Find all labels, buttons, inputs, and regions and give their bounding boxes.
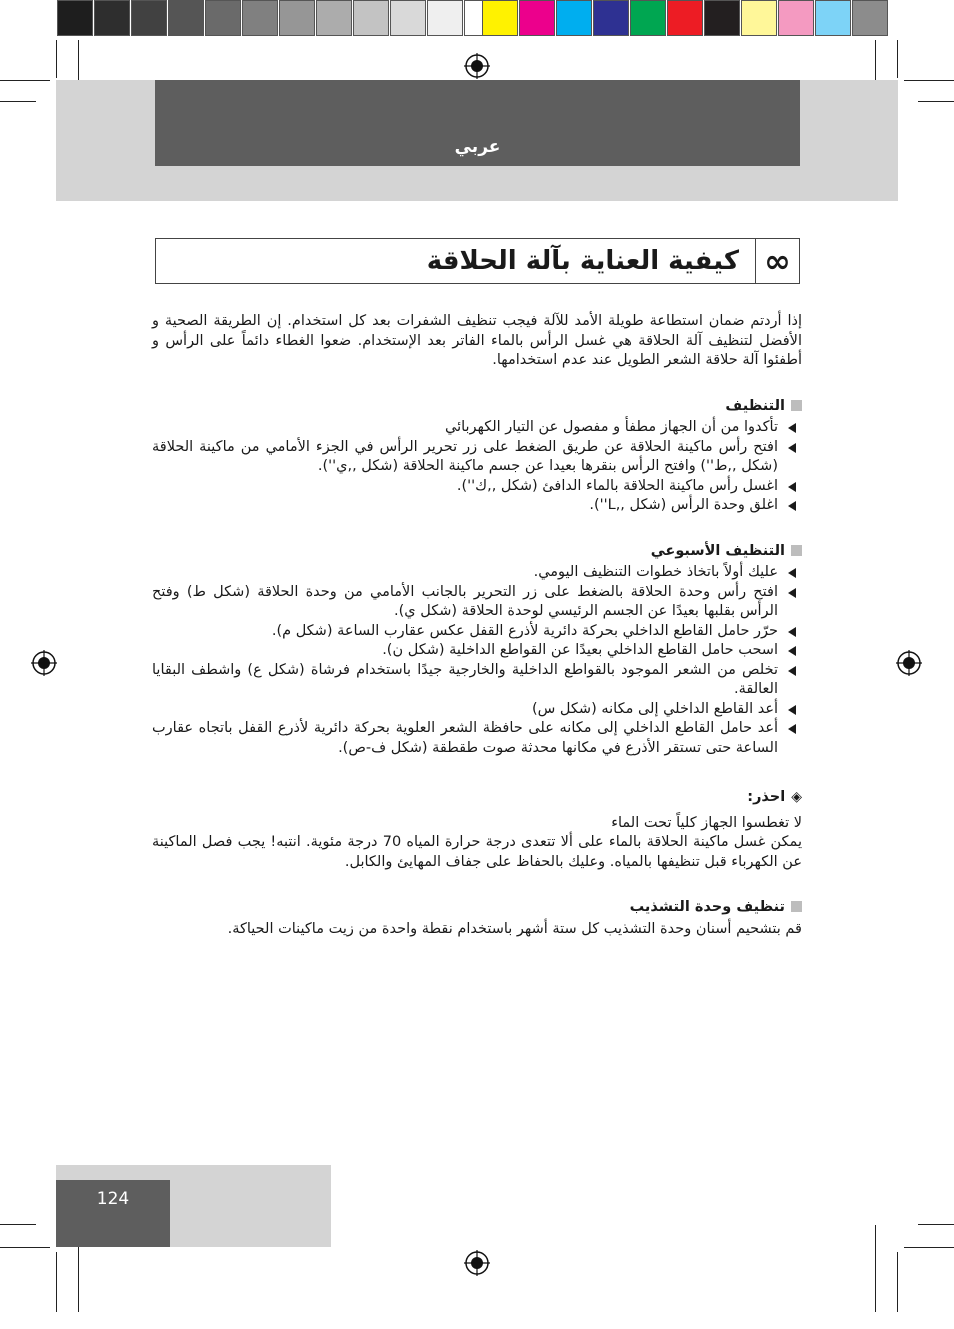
crop-mark bbox=[0, 80, 50, 81]
color-swatch bbox=[427, 0, 463, 36]
language-label: عربي bbox=[454, 137, 501, 157]
cleaning-steps bbox=[152, 418, 802, 516]
crop-mark bbox=[918, 101, 954, 102]
trimmer-cleaning-heading: تنظيف وحدة التشذيب bbox=[152, 898, 802, 918]
list-item: اغلق وحدة الرأس (شكل ,,L''). bbox=[152, 496, 802, 516]
warning-heading: ◈احذر: bbox=[152, 788, 802, 808]
registration-mark-icon bbox=[464, 1250, 490, 1276]
crop-mark bbox=[0, 1224, 36, 1225]
list-item: أعد حامل القاطع الداخلي إلى مكانه على حافظة الشعر العلوية بحركة دائرية لأذرع القفل باتجاه عقارب الساعة حتى تستقر الأذرع في مكانها محدثة صوت طقطقة (شكل ف-ص). bbox=[152, 719, 802, 758]
infinity-icon: ∞ bbox=[755, 239, 799, 283]
list-item: افتح رأس ماكينة الحلاقة عن طريق الضغط على زر تحرير الرأس في الجزء الأمامي من ماكينة الحلاقة (شكل ,,ط'') وافتح الرأس بنقرها بعيدا عن جسم ماكينة الحلاقة (شكل ,,ي''). bbox=[152, 438, 802, 477]
grayscale-calibration-bar bbox=[57, 0, 501, 38]
color-swatch bbox=[242, 0, 278, 36]
color-swatch bbox=[778, 0, 814, 36]
crop-mark bbox=[56, 1252, 57, 1312]
warning-diamond-icon: ◈ bbox=[791, 789, 802, 805]
registration-mark-icon bbox=[896, 650, 922, 676]
main-content bbox=[152, 312, 802, 939]
color-swatch bbox=[852, 0, 888, 36]
weekly-steps bbox=[152, 563, 802, 758]
color-calibration-bar bbox=[482, 0, 889, 38]
trimmer-paragraph: قم بتشحيم أسنان وحدة التشذيب كل ستة أشهر باستخدام نقطة واحدة من زيت ماكينات الحياكة. bbox=[227, 920, 802, 937]
crop-mark bbox=[904, 1247, 954, 1248]
list-item: اسحب حامل القاطع الداخلي بعيدًا عن القواطع الداخلية (شكل ن). bbox=[152, 641, 802, 661]
crop-mark bbox=[897, 40, 898, 78]
crop-mark bbox=[875, 1225, 876, 1312]
warning-line: لا تغطسوا الجهاز كلياً تحت الماء bbox=[611, 814, 802, 831]
color-swatch bbox=[131, 0, 167, 36]
list-item: تخلص من الشعر الموجود بالقواطع الداخلية والخارجية جيدًا باستخدام فرشاة (شكل ع) واشطف البقايا العالقة. bbox=[152, 661, 802, 700]
list-item: أعد القاطع الداخلي إلى مكانه (شكل س) bbox=[152, 700, 802, 720]
color-swatch bbox=[279, 0, 315, 36]
color-swatch bbox=[815, 0, 851, 36]
list-item: افتح رأس وحدة الحلاقة بالضغط على زر التحرير بالجانب الأمامي من وحدة الحلاقة (شكل ط) وفتح الرأس بقلبها بعيدًا عن الجسم الرئيسي لوحدة الحلاقة (شكل ي). bbox=[152, 583, 802, 622]
color-swatch bbox=[168, 0, 204, 36]
color-swatch bbox=[482, 0, 518, 36]
square-bullet-icon bbox=[791, 545, 802, 556]
list-item: اغسل رأس ماكينة الحلاقة بالماء الدافئ (شكل ,,ك''). bbox=[152, 477, 802, 497]
list-item: عليك أولاً باتخاذ خطوات التنظيف اليومي. bbox=[152, 563, 802, 583]
color-swatch bbox=[630, 0, 666, 36]
square-bullet-icon bbox=[791, 400, 802, 411]
section-title-box bbox=[155, 238, 800, 284]
crop-mark bbox=[904, 80, 954, 81]
crop-mark bbox=[0, 1247, 50, 1248]
color-swatch bbox=[741, 0, 777, 36]
weekly-cleaning-heading: التنظيف الأسبوعي bbox=[152, 542, 802, 562]
intro-paragraph: إذا أردتم ضمان استطاعة طويلة الأمد للآلة فيجب تنظيف الشفرات بعد كل استخدام. إن الطريقة الصحية و الأفضل لتنظيف آلة الحلاقة هي غسل الرأس بالماء الفاتر بعد الإستخدام. ضعوا الغطاء دائماً على الرأس و أطفئوا آلة حلاقة الشعر الطويل عند عدم استخدامها. bbox=[152, 313, 802, 368]
page-title: كيفية العناية بآلة الحلاقة bbox=[426, 246, 739, 276]
color-swatch bbox=[667, 0, 703, 36]
color-swatch bbox=[316, 0, 352, 36]
registration-mark-icon bbox=[31, 650, 57, 676]
color-swatch bbox=[390, 0, 426, 36]
page-number: 124 bbox=[56, 1180, 170, 1247]
color-swatch bbox=[556, 0, 592, 36]
color-swatch bbox=[205, 0, 241, 36]
square-bullet-icon bbox=[791, 901, 802, 912]
crop-mark bbox=[897, 1252, 898, 1312]
color-swatch bbox=[94, 0, 130, 36]
list-item: حرّر حامل القاطع الداخلي بحركة دائرية لأذرع القفل عكس عقارب الساعة (شكل م). bbox=[152, 622, 802, 642]
color-swatch bbox=[57, 0, 93, 36]
registration-mark-icon bbox=[464, 53, 490, 79]
color-swatch bbox=[353, 0, 389, 36]
cleaning-heading: التنظيف bbox=[152, 397, 802, 417]
crop-mark bbox=[0, 101, 36, 102]
crop-mark bbox=[56, 40, 57, 78]
color-swatch bbox=[519, 0, 555, 36]
list-item: تأكدوا من أن الجهاز مطفأ و مفصول عن التيار الكهربائي bbox=[152, 418, 802, 438]
crop-mark bbox=[918, 1224, 954, 1225]
color-swatch bbox=[593, 0, 629, 36]
color-swatch bbox=[704, 0, 740, 36]
warning-paragraph: يمكن غسل ماكينة الحلاقة بالماء على ألا تتعدى درجة حرارة المياه 70 درجة مئوية. انتبه! يجب فصل الماكينة عن الكهرباء قبل تنظيفها بالمياه. وعليك بالحفاظ على جفاف المهايئ والكابل. bbox=[152, 834, 802, 870]
